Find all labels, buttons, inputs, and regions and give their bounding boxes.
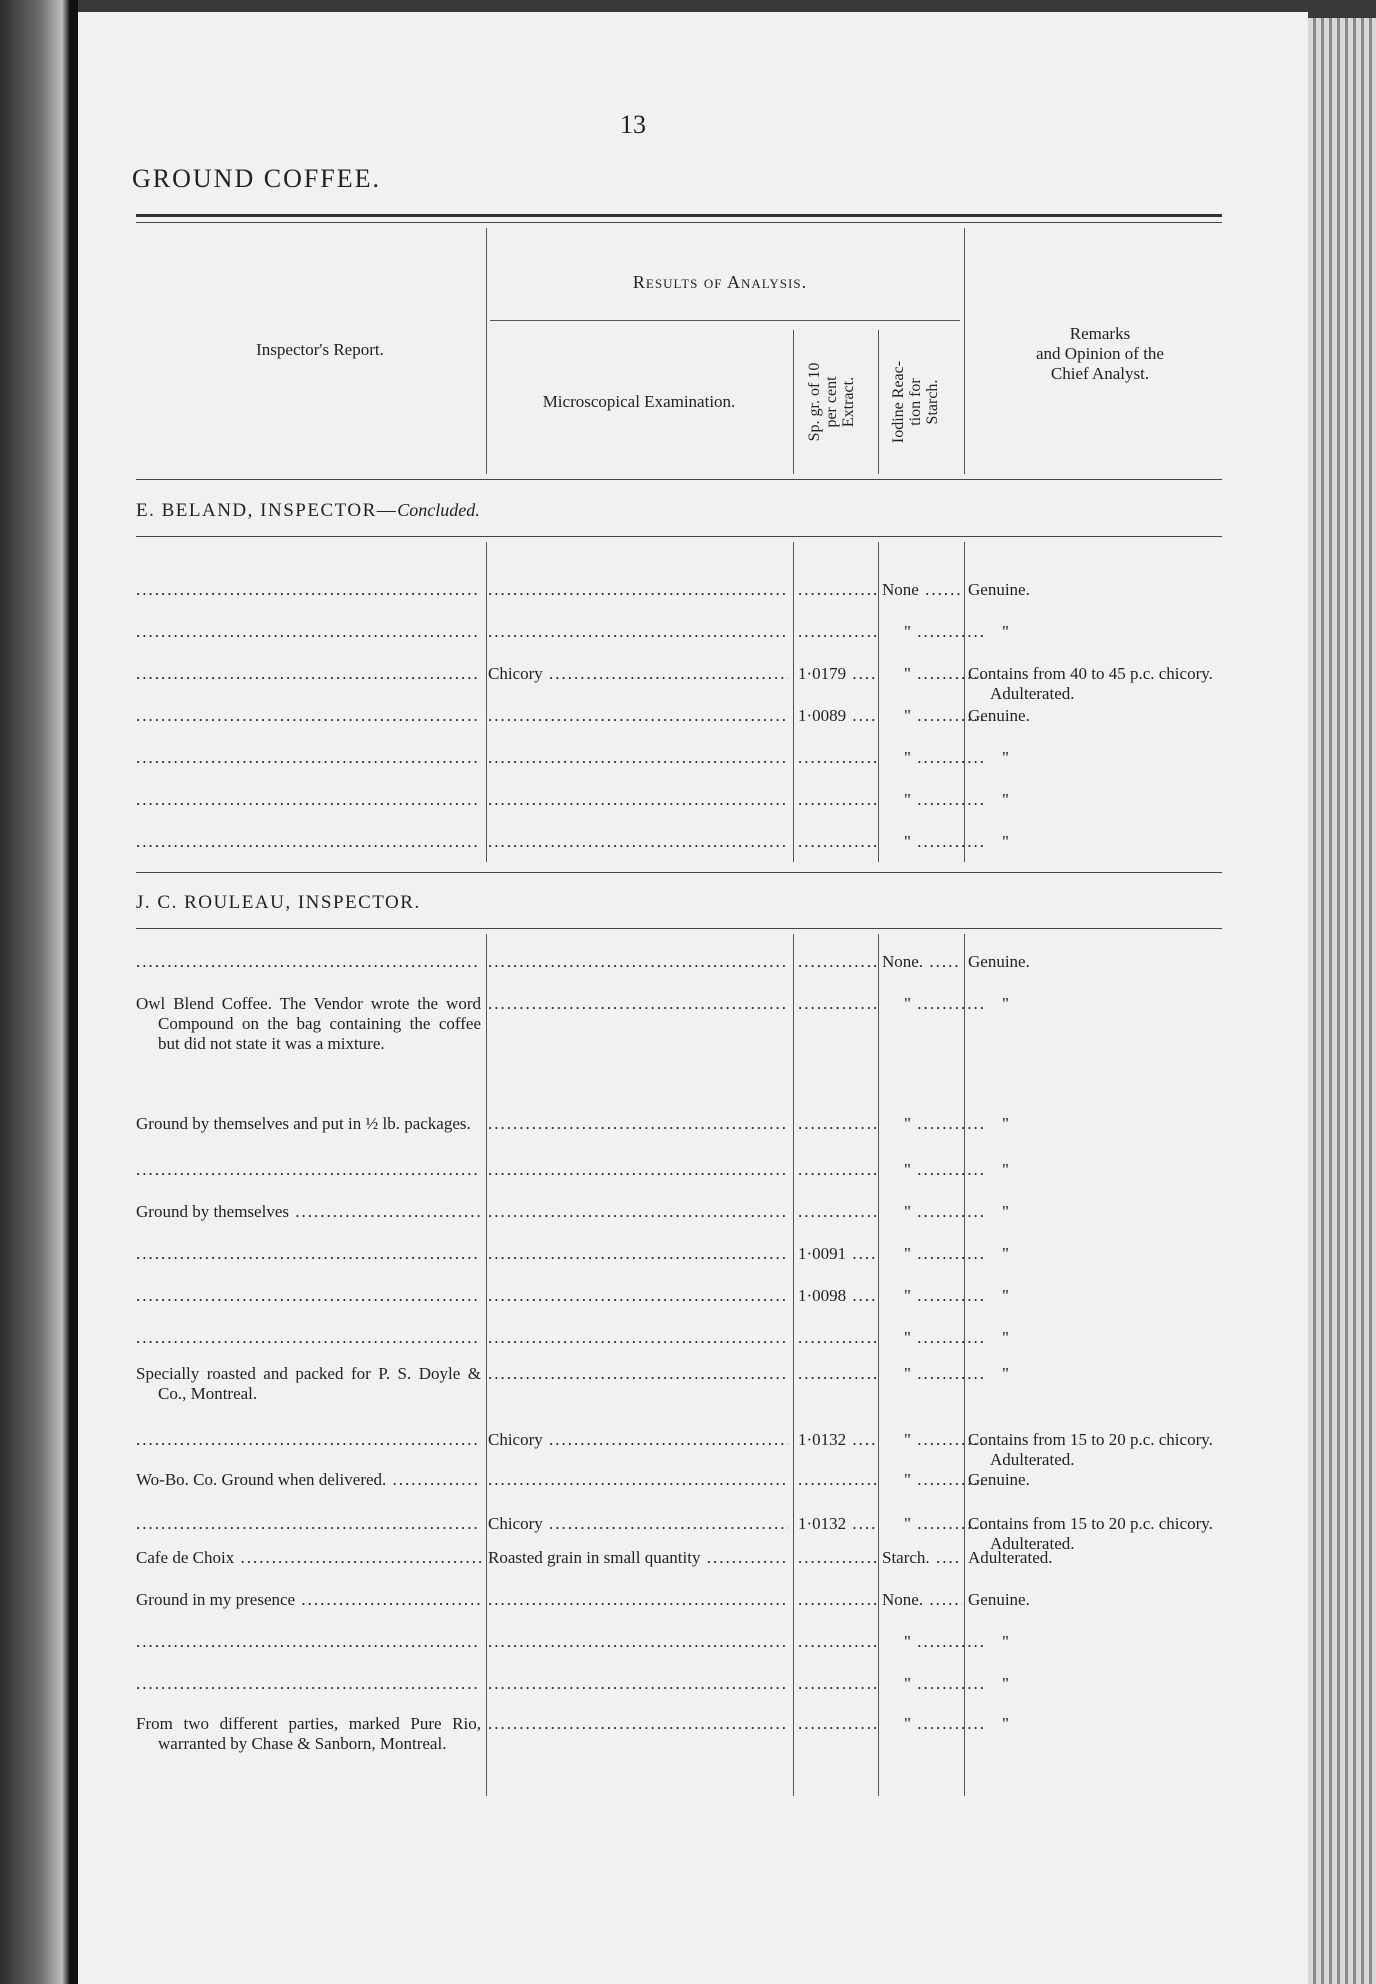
spgr-cell: [798, 1328, 878, 1348]
micro-cell: [488, 790, 788, 810]
table-top-rule-thin: [136, 222, 1222, 223]
remarks-cell: ": [1002, 1674, 1009, 1693]
micro-cell: [488, 1160, 788, 1180]
section-rule: [136, 872, 1222, 873]
remarks-cell: ": [1002, 1244, 1009, 1263]
header-remarks: Remarks and Opinion of the Chief Analyst.: [1036, 324, 1164, 383]
iodine-cell: " .....: [882, 790, 984, 810]
remarks-cell: ": [1002, 1114, 1009, 1133]
spgr-cell: 1·0132 .....: [798, 1514, 878, 1534]
micro-cell: [488, 580, 788, 600]
iodine-cell: " .....: [882, 994, 984, 1014]
remarks-cell: ": [1002, 1714, 1009, 1733]
remarks-cell: ": [1002, 994, 1009, 1013]
iodine-cell: " .....: [882, 748, 984, 768]
micro-cell: [488, 1328, 788, 1348]
table-top-rule: [136, 214, 1222, 217]
micro-cell: [488, 1202, 788, 1222]
report-cell: [136, 1160, 481, 1180]
spgr-cell: 1·0089 .....: [798, 706, 878, 726]
report-cell: [136, 1674, 481, 1694]
report-cell: [136, 706, 481, 726]
remarks-cell: ": [1002, 1632, 1009, 1651]
spgr-cell: [798, 1364, 878, 1384]
header-divider: [964, 228, 965, 474]
iodine-cell: " .....: [882, 1514, 984, 1534]
spgr-cell: 1·0179 .....: [798, 664, 878, 684]
spgr-cell: 1·0132 .....: [798, 1430, 878, 1450]
spgr-cell: [798, 1160, 878, 1180]
report-cell: [136, 1328, 481, 1348]
spgr-cell: [798, 622, 878, 642]
iodine-cell: None. .....: [882, 1590, 962, 1610]
micro-cell: [488, 832, 788, 852]
remarks-cell: Genuine.: [968, 952, 1030, 971]
section-rule: [136, 928, 1222, 929]
header-bottom-rule: [136, 479, 1222, 480]
header-results-of-analysis: Results of Analysis.: [632, 272, 808, 292]
column-divider: [964, 542, 965, 862]
micro-cell: [488, 1674, 788, 1694]
report-cell: [136, 1430, 481, 1450]
column-divider: [793, 542, 794, 862]
remarks-cell: ": [1002, 748, 1009, 767]
iodine-cell: " .....: [882, 1674, 984, 1694]
report-cell: From two different parties, marked Pure Rio, warranted by Chase & Sanborn, Montreal.: [136, 1714, 481, 1753]
spgr-cell: 1·0098 .....: [798, 1286, 878, 1306]
report-cell: Ground by themselves .....: [136, 1202, 481, 1222]
remarks-cell: ": [1002, 1364, 1009, 1383]
report-cell: [136, 748, 481, 768]
report-cell: [136, 1632, 481, 1652]
iodine-cell: Starch. .....: [882, 1548, 962, 1568]
column-divider: [878, 542, 879, 862]
spgr-cell: [798, 1674, 878, 1694]
iodine-cell: " .....: [882, 832, 984, 852]
iodine-cell: " .....: [882, 1202, 984, 1222]
header-microscopical: Microscopical Examination.: [542, 392, 736, 411]
micro-cell: [488, 1286, 788, 1306]
spgr-cell: [798, 1632, 878, 1652]
report-cell: [136, 952, 481, 972]
micro-cell: Chicory .....: [488, 1430, 788, 1450]
report-cell: Specially roasted and packed for P. S. Doyle & Co., Montreal.: [136, 1364, 481, 1403]
remarks-cell: Genuine.: [968, 1470, 1030, 1489]
header-spgr: Sp. gr. of 10 per cent Extract.: [806, 362, 857, 442]
micro-cell: [488, 1364, 788, 1384]
iodine-cell: None. .....: [882, 952, 962, 972]
micro-cell: [488, 1714, 788, 1734]
report-cell: [136, 790, 481, 810]
micro-cell: [488, 1244, 788, 1264]
spgr-cell: [798, 790, 878, 810]
header-divider: [878, 330, 879, 474]
remarks-cell: Adulterated.: [968, 1548, 1053, 1567]
iodine-cell: " .....: [882, 1430, 984, 1450]
report-cell: Ground in my presence .....: [136, 1590, 481, 1610]
remarks-cell: ": [1002, 1286, 1009, 1305]
section-title: GROUND COFFEE.: [132, 164, 382, 193]
report-cell: [136, 1244, 481, 1264]
column-divider: [486, 934, 487, 1796]
micro-cell: [488, 622, 788, 642]
report-cell: Wo-Bo. Co. Ground when delivered. .....: [136, 1470, 481, 1490]
page-stack-edge: [1308, 18, 1376, 1984]
header-divider: [486, 228, 487, 474]
iodine-cell: " .....: [882, 622, 984, 642]
page-number: 13: [620, 110, 646, 139]
spgr-cell: [798, 748, 878, 768]
left-page-edge: [0, 0, 78, 1984]
header-iodine: Iodine Reac- tion for Starch.: [890, 360, 941, 444]
remarks-cell: ": [1002, 622, 1009, 641]
micro-cell: [488, 1470, 788, 1490]
remarks-cell: Contains from 40 to 45 p.c. chicory. Adulterated.: [968, 664, 1213, 703]
header-inspector-report: Inspector's Report.: [256, 340, 384, 359]
results-rule: [490, 320, 960, 321]
header-divider: [793, 330, 794, 474]
remarks-cell: ": [1002, 1160, 1009, 1179]
micro-cell: [488, 748, 788, 768]
micro-cell: Roasted grain in small quantity .....: [488, 1548, 788, 1568]
report-cell: Ground by themselves and put in ½ lb. packages.: [136, 1114, 471, 1133]
remarks-cell: Genuine.: [968, 706, 1030, 725]
remarks-cell: ": [1002, 790, 1009, 809]
remarks-cell: Genuine.: [968, 1590, 1030, 1609]
iodine-cell: " .....: [882, 1244, 984, 1264]
spgr-cell: [798, 994, 878, 1014]
report-cell: Cafe de Choix .....: [136, 1548, 481, 1568]
spgr-cell: 1·0091 .....: [798, 1244, 878, 1264]
micro-cell: [488, 952, 788, 972]
micro-cell: [488, 994, 788, 1014]
iodine-cell: " .....: [882, 706, 984, 726]
column-divider: [486, 542, 487, 862]
spgr-cell: [798, 1548, 878, 1568]
iodine-cell: " .....: [882, 1114, 984, 1134]
micro-cell: [488, 706, 788, 726]
spgr-cell: [798, 1470, 878, 1490]
spgr-cell: [798, 1590, 878, 1610]
iodine-cell: " .....: [882, 1328, 984, 1348]
report-cell: [136, 1514, 481, 1534]
spgr-cell: [798, 832, 878, 852]
report-cell: [136, 580, 481, 600]
section-rule: [136, 536, 1222, 537]
spgr-cell: [798, 1114, 878, 1134]
micro-cell: [488, 1632, 788, 1652]
micro-cell: Chicory .....: [488, 664, 788, 684]
micro-cell: Chicory .....: [488, 1514, 788, 1534]
report-cell: [136, 1286, 481, 1306]
report-cell: Owl Blend Coffee. The Vendor wrote the word Compound on the bag containing the coffee but did not state it was a mixture.: [136, 994, 481, 1053]
iodine-cell: " .....: [882, 1714, 984, 1734]
report-cell: [136, 622, 481, 642]
remarks-cell: ": [1002, 1328, 1009, 1347]
column-divider: [793, 934, 794, 1796]
spgr-cell: [798, 580, 878, 600]
remarks-cell: ": [1002, 832, 1009, 851]
spgr-cell: [798, 1714, 878, 1734]
remarks-cell: Genuine.: [968, 580, 1030, 599]
report-cell: [136, 664, 481, 684]
column-divider: [878, 934, 879, 1796]
spgr-cell: [798, 1202, 878, 1222]
micro-cell: [488, 1590, 788, 1610]
remarks-cell: Contains from 15 to 20 p.c. chicory. Adulterated.: [968, 1514, 1213, 1553]
iodine-cell: " .....: [882, 1470, 984, 1490]
report-cell: [136, 832, 481, 852]
iodine-cell: " .....: [882, 1160, 984, 1180]
remarks-cell: Contains from 15 to 20 p.c. chicory. Adulterated.: [968, 1430, 1213, 1469]
iodine-cell: None .....: [882, 580, 962, 600]
iodine-cell: " .....: [882, 1632, 984, 1652]
remarks-cell: ": [1002, 1202, 1009, 1221]
micro-cell: [488, 1114, 788, 1134]
spgr-cell: [798, 952, 878, 972]
iodine-cell: " .....: [882, 1286, 984, 1306]
inspector-heading-beland: E. BELAND, INSPECTOR—Concluded.: [136, 500, 480, 521]
iodine-cell: " .....: [882, 664, 984, 684]
inspector-heading-rouleau: J. C. ROULEAU, INSPECTOR.: [136, 892, 421, 913]
iodine-cell: " .....: [882, 1364, 984, 1384]
